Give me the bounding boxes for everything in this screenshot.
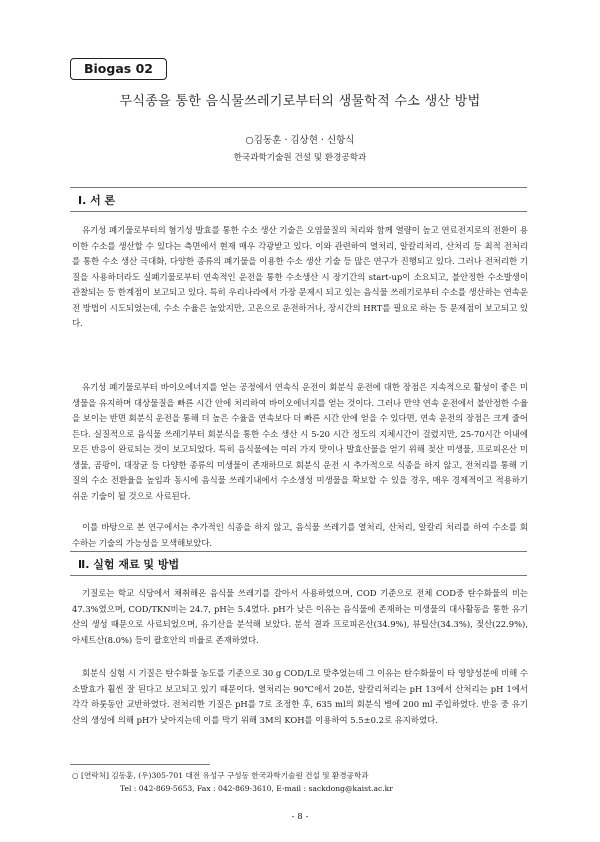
methods-paragraph-1: 기질로는 학교 식당에서 채취해온 음식물 쓰레기를 갈아서 사용하였으며, COD 기준으로 전체 COD중 탄수화물의 비는 47.3%였으며, COD/TKN비는 24.7, pH는 5.4였다. pH가 낮은 이유는 음식물에 존재하는 미생물의 대사활동을 통한 유기산의 생성 때문으로 사료되었으며, 유기산을 분석해 보았다. 분석 결과 프로피온산(34.9%), 뷰틸산(34.3%), 젖산(22.9%), 아세트산(8.0%) 등이 괄호안의 비율로 존재하였다.	[72, 588, 528, 645]
methods-paragraph-2: 회분식 실험 시 기질은 탄수화물 농도를 기준으로 30 g COD/L로 맞추었는데 그 이유는 탄수화물이 타 영양성분에 비해 수소발효가 훨씬 잘 된다고 보고되고 있기 때문이다. 열처리는 90℃에서 20분, 알칼리처리는 pH 13에서 산처리는 pH 1에서 각각 하룻동안 교반하였다. 전처리한 기질은 pH를 7로 조정한 후, 635 ml의 회분식 병에 200 ml 주입하였다. 반응 중 유기산의 생성에 의해 pH가 낮아지는데 이를 막기 위해 3M의 KOH를 이용하여 5.5±0.2로 유지하였다.	[72, 668, 528, 725]
section-tag: Biogas 02	[70, 58, 167, 80]
section-divider	[70, 187, 527, 188]
affiliation: 한국과학기술원 건설 및 환경공학과	[233, 153, 367, 163]
page-number: - 8 -	[291, 812, 309, 822]
section-divider	[70, 551, 527, 552]
section-heading-methods: Ⅱ. 실험 재료 및 방법	[78, 558, 180, 571]
section-divider	[70, 575, 527, 576]
authors: ○김동훈 · 김상현 · 신항식	[245, 135, 355, 146]
footnote	[72, 770, 528, 795]
section-heading-intro: Ⅰ. 서 론	[78, 194, 116, 207]
footnote-phone-email: Tel : 042-869-5653, Fax : 042-869-3610, E-mail : sackdong@kaist.ac.kr	[120, 783, 393, 793]
footnote-contact: ○ [연락처] 김동훈, (우)305-701 대전 유성구 구성동 한국과학기술원 건설 및 환경공학과	[72, 771, 369, 780]
footnote-rule	[70, 764, 210, 765]
paper-title: 무식종을 통한 음식물쓰레기로부터의 생물학적 수소 생산 방법	[119, 94, 481, 109]
intro-paragraph-2: 유기성 폐기물로부터 바이오에너지를 얻는 공정에서 연속식 운전이 회분식 운전에 대한 장점은 지속적으로 활성이 좋은 미생물을 유지하며 대상물질을 빠른 시간 안에 처리하여 바이오에너지를 얻는 것이다. 그러나 만약 연속 운전에서 불안정한 수율을 보이는 반면 회분식 운전을 통해 더 높은 수율을 연속보다 더 빠른 시간 안에 얻을 수 있다면, 연속 운전의 장점은 크게 줄어든다. 실질적으로 음식물 쓰레기부터 회분식을 통한 수소 생산 시 5-20 시간 정도의 지체시간이 걸렸지만, 25-70시간 이내에 모든 반응이 완료되는 것이 보고되었다. 특히 음식물에는 여러 가지 맛이나 발효산물을 얻기 위해 젖산 미생물, 프로피온산 미생물, 곰팡이, 대장균 등 다양한 종류의 미생물이 존재하므로 회분식 운전 시 추가적으로 식종을 하지 않고, 전처리를 통해 기질의 수소 전환율을 높임과 동시에 음식물 쓰레기내에서 수소생성 미생물을 확보할 수 있을 경우, 매우 경제적이고 적용하기 쉬운 기술이 될 것으로 사료된다.	[72, 382, 528, 501]
intro-paragraph-3: 이를 바탕으로 본 연구에서는 추가적인 식종을 하지 않고, 음식물 쓰레기를 열처리, 산처리, 알칼리 처리를 하여 수소를 회수하는 기술의 가능성을 모색해보았다.	[72, 522, 528, 548]
intro-paragraph-1: 유기성 폐기물로부터의 혐기성 발효를 통한 수소 생산 기술은 오염물질의 처리와 함께 열량이 높고 연료전지로의 전환이 용이한 수소를 생산할 수 있다는 측면에서 현재 매우 각광받고 있다. 이와 관련하여 열처리, 알칼리처리, 산처리 등 최적 전처리를 통한 수소 생산 극대화, 다양한 종류의 폐기물을 이용한 수소 생산 기술 등 많은 연구가 진행되고 있다. 그러나 전처리한 기질을 사용하더라도 실폐기물로부터 연속적인 운전을 통한 수소생산 시 장기간의 start-up이 소요되고, 불안정한 수소발생이 관찰되는 등 한계점이 보고되고 있다. 특히 우리나라에서 가장 문제시 되고 있는 음식물 쓰레기로부터 수소를 생산하는 연속운전 방법이 시도되었는데, 수소 수율은 높았지만, 고온으로 운전하거나, 장시간의 HRT를 필요로 하는 등 문제점이 보고되고 있다.	[72, 225, 528, 328]
section-divider	[70, 211, 527, 212]
